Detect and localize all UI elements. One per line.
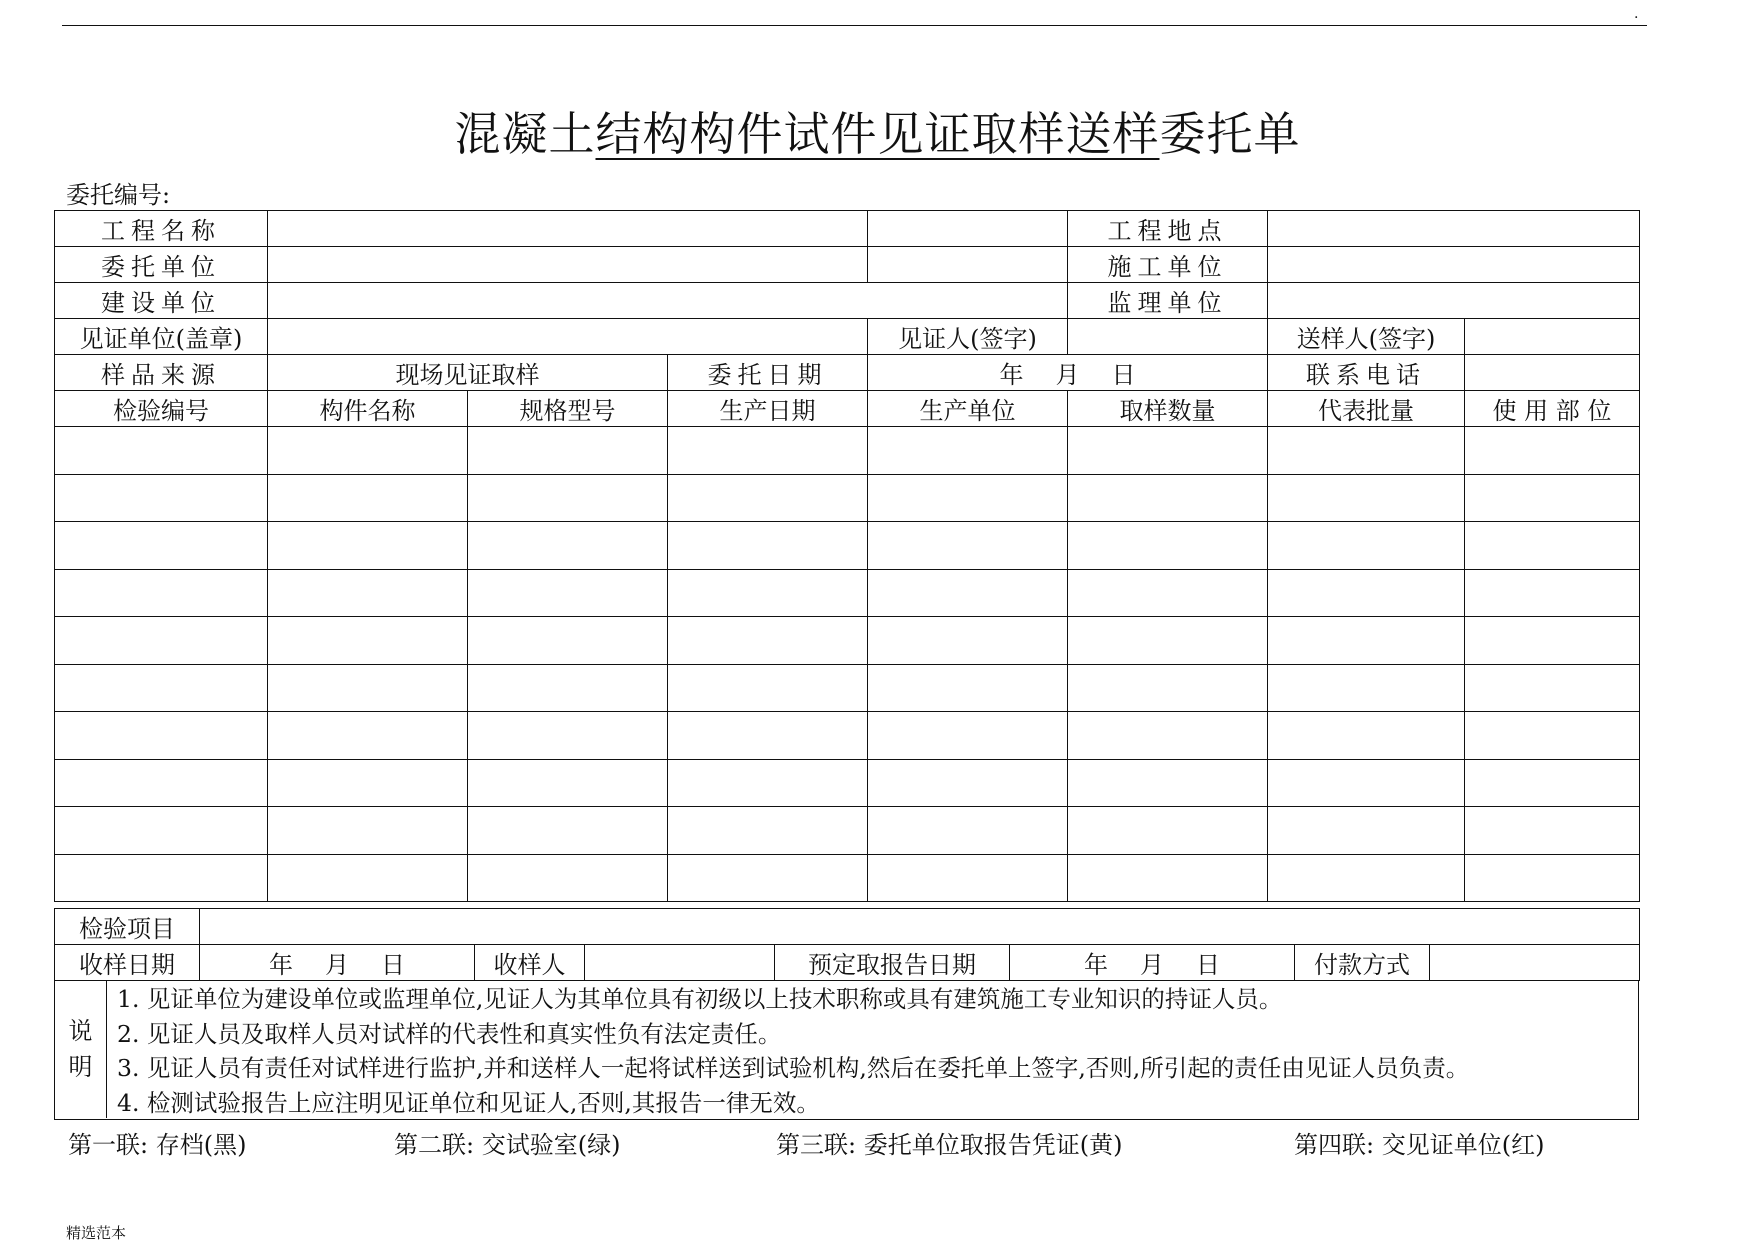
table-cell[interactable] — [868, 522, 1068, 570]
table-row — [55, 617, 1640, 665]
table-cell[interactable] — [1068, 854, 1268, 902]
title-underlined: 结构构件试件见证取样送样 — [595, 107, 1160, 161]
field-construction-unit[interactable] — [1268, 247, 1640, 283]
field-receiver[interactable] — [585, 945, 775, 981]
table-cell[interactable] — [1465, 427, 1640, 475]
table-cell[interactable] — [55, 807, 268, 855]
note-item: 2. 见证人员及取样人员对试样的代表性和真实性负有法定责任。 — [117, 1019, 782, 1048]
table-cell[interactable] — [268, 854, 468, 902]
label-contact-phone: 联系电话 — [1268, 355, 1465, 391]
table-row — [55, 664, 1640, 712]
table-cell[interactable] — [268, 712, 468, 760]
table-cell[interactable] — [1068, 569, 1268, 617]
day-label: 日 — [381, 951, 405, 979]
table-cell[interactable] — [55, 664, 268, 712]
field-project-name-extra[interactable] — [868, 211, 1068, 247]
notes-label-char: 明 — [68, 1053, 93, 1081]
table-cell[interactable] — [1268, 664, 1465, 712]
top-rule — [62, 25, 1647, 26]
field-client-unit[interactable] — [268, 247, 868, 283]
table-cell[interactable] — [868, 854, 1068, 902]
table-cell[interactable] — [468, 617, 668, 665]
note-item: 3. 见证人员有责任对试样进行监护,并和送样人一起将试样送到试验机构,然后在委托单上签字,否则,所引起的责任由见证人员负责。 — [117, 1054, 1470, 1082]
table-cell[interactable] — [1465, 807, 1640, 855]
field-contact-phone[interactable] — [1465, 355, 1640, 391]
table-cell[interactable] — [868, 759, 1068, 807]
table-row — [55, 759, 1640, 807]
month-label: 月 — [1055, 361, 1080, 389]
day-label: 日 — [1111, 361, 1136, 389]
label-sample-source: 样品来源 — [55, 355, 268, 391]
table-cell[interactable] — [55, 427, 268, 475]
table-cell[interactable] — [868, 427, 1068, 475]
table-cell[interactable] — [1068, 807, 1268, 855]
year-label: 年 — [999, 361, 1024, 389]
table-cell[interactable] — [468, 474, 668, 522]
table-row — [55, 474, 1640, 522]
table-row — [55, 427, 1640, 475]
table-cell[interactable] — [868, 807, 1068, 855]
table-cell[interactable] — [1465, 522, 1640, 570]
field-sender[interactable] — [1465, 319, 1640, 355]
table-cell[interactable] — [1465, 617, 1640, 665]
table-cell[interactable] — [55, 854, 268, 902]
field-builder-unit[interactable] — [268, 283, 1068, 319]
month-label: 月 — [1140, 951, 1164, 979]
table-cell[interactable] — [1268, 427, 1465, 475]
col-header-manufacturer: 生产单位 — [868, 391, 1068, 427]
table-cell[interactable] — [468, 569, 668, 617]
label-witness-unit: 见证单位(盖章) — [55, 319, 268, 355]
table-cell[interactable] — [1268, 759, 1465, 807]
table-cell[interactable] — [1465, 474, 1640, 522]
table-cell[interactable] — [1268, 712, 1465, 760]
table-cell[interactable] — [55, 522, 268, 570]
table-cell[interactable] — [1465, 712, 1640, 760]
table-cell[interactable] — [468, 807, 668, 855]
table-cell[interactable] — [668, 712, 868, 760]
table-cell[interactable] — [268, 807, 468, 855]
table-cell[interactable] — [55, 617, 268, 665]
table-cell[interactable] — [1068, 427, 1268, 475]
field-inspection-items[interactable] — [200, 909, 1640, 945]
table-cell[interactable] — [268, 474, 468, 522]
table-cell[interactable] — [668, 807, 868, 855]
table-cell[interactable] — [668, 474, 868, 522]
col-header-inspection-no: 检验编号 — [55, 391, 268, 427]
notes-label — [55, 980, 107, 1118]
table-row — [55, 807, 1640, 855]
table-cell[interactable] — [1465, 759, 1640, 807]
table-cell[interactable] — [468, 427, 668, 475]
table-cell[interactable] — [55, 712, 268, 760]
col-header-spec-model: 规格型号 — [468, 391, 668, 427]
label-inspection-items: 检验项目 — [55, 909, 200, 945]
field-report-date[interactable] — [1010, 945, 1295, 981]
table-cell[interactable] — [1268, 474, 1465, 522]
note-item: 4. 检测试验报告上应注明见证单位和见证人,否则,其报告一律无效。 — [117, 1088, 820, 1117]
copy-3: 第三联: 委托单位取报告凭证(黄) — [776, 1131, 1123, 1159]
table-cell[interactable] — [668, 427, 868, 475]
field-witness-unit[interactable] — [268, 319, 868, 355]
table-cell[interactable] — [668, 854, 868, 902]
table-cell[interactable] — [1268, 569, 1465, 617]
table-row — [55, 854, 1640, 902]
table-cell[interactable] — [1068, 712, 1268, 760]
year-label: 年 — [269, 951, 293, 979]
table-cell[interactable] — [668, 522, 868, 570]
day-label: 日 — [1196, 951, 1220, 979]
table-cell[interactable] — [868, 617, 1068, 665]
entrust-number-label: 委托编号: — [66, 181, 171, 209]
table-cell[interactable] — [468, 664, 668, 712]
table-cell[interactable] — [1268, 807, 1465, 855]
table-cell[interactable] — [268, 522, 468, 570]
label-payment: 付款方式 — [1295, 945, 1430, 981]
table-cell[interactable] — [868, 712, 1068, 760]
table-cell[interactable] — [668, 759, 868, 807]
document-title — [0, 98, 1755, 164]
table-row — [55, 712, 1640, 760]
field-supervision-unit[interactable] — [1268, 283, 1640, 319]
notes-label-char: 说 — [68, 1017, 93, 1045]
table-cell[interactable] — [468, 712, 668, 760]
label-construction-unit: 施工单位 — [1068, 247, 1268, 283]
table-row — [55, 569, 1640, 617]
table-cell[interactable] — [1068, 664, 1268, 712]
table-cell[interactable] — [1268, 617, 1465, 665]
field-client-unit-extra[interactable] — [868, 247, 1068, 283]
copy-2: 第二联: 交试验室(绿) — [394, 1131, 621, 1159]
table-cell[interactable] — [268, 569, 468, 617]
label-project-name: 工程名称 — [55, 211, 268, 247]
table-cell[interactable] — [468, 522, 668, 570]
table-cell[interactable] — [468, 854, 668, 902]
table-cell[interactable] — [1268, 522, 1465, 570]
table-cell[interactable] — [468, 759, 668, 807]
table-cell[interactable] — [1268, 854, 1465, 902]
table-cell[interactable] — [1068, 474, 1268, 522]
copy-1: 第一联: 存档(黑) — [68, 1131, 247, 1159]
label-entrust-date: 委托日期 — [668, 355, 868, 391]
table-row — [55, 522, 1640, 570]
field-project-name[interactable] — [268, 211, 868, 247]
col-header-production-date: 生产日期 — [668, 391, 868, 427]
table-cell[interactable] — [268, 427, 468, 475]
corner-mark: . — [1634, 6, 1639, 22]
table-cell[interactable] — [1068, 522, 1268, 570]
label-builder-unit: 建设单位 — [55, 283, 268, 319]
value-sample-source: 现场见证取样 — [268, 355, 668, 391]
label-receive-date: 收样日期 — [55, 945, 200, 981]
receive-table — [54, 908, 1640, 981]
title-pre: 混凝土 — [454, 107, 596, 161]
label-supervision-unit: 监理单位 — [1068, 283, 1268, 319]
label-witness-person: 见证人(签字) — [868, 319, 1068, 355]
table-cell[interactable] — [268, 617, 468, 665]
table-cell[interactable] — [668, 617, 868, 665]
note-item: 1. 见证单位为建设单位或监理单位,见证人为其单位具有初级以上技术职称或具有建筑施工专业知识的持证人员。 — [117, 985, 1283, 1013]
label-project-location: 工程地点 — [1068, 211, 1268, 247]
table-cell[interactable] — [1465, 569, 1640, 617]
table-cell[interactable] — [268, 664, 468, 712]
table-cell[interactable] — [1465, 664, 1640, 712]
col-header-usage-location: 使 用 部 位 — [1465, 391, 1640, 427]
table-cell[interactable] — [1068, 617, 1268, 665]
table-cell[interactable] — [868, 474, 1068, 522]
table-cell[interactable] — [668, 664, 868, 712]
label-client-unit: 委托单位 — [55, 247, 268, 283]
table-cell[interactable] — [668, 569, 868, 617]
table-cell[interactable] — [55, 759, 268, 807]
table-cell[interactable] — [868, 569, 1068, 617]
field-receive-date[interactable] — [200, 945, 475, 981]
table-cell[interactable] — [268, 759, 468, 807]
footer-tag: 精选范本 — [66, 1224, 127, 1242]
copy-4: 第四联: 交见证单位(红) — [1294, 1131, 1545, 1159]
notes-section — [54, 980, 1639, 1120]
table-cell[interactable] — [55, 569, 268, 617]
label-report-date: 预定取报告日期 — [775, 945, 1010, 981]
label-receiver: 收样人 — [475, 945, 585, 981]
col-header-component-name: 构件名称 — [268, 391, 468, 427]
title-post: 委托单 — [1159, 107, 1301, 161]
field-payment[interactable] — [1430, 945, 1640, 981]
field-entrust-date[interactable] — [868, 355, 1268, 391]
col-header-sample-qty: 取样数量 — [1068, 391, 1268, 427]
table-cell[interactable] — [1068, 759, 1268, 807]
year-label: 年 — [1084, 951, 1108, 979]
col-header-batch: 代表批量 — [1268, 391, 1465, 427]
table-cell[interactable] — [868, 664, 1068, 712]
field-witness-person[interactable] — [1068, 319, 1268, 355]
month-label: 月 — [325, 951, 349, 979]
table-cell[interactable] — [1465, 854, 1640, 902]
form-table — [54, 210, 1640, 902]
notes-list — [117, 982, 1469, 1120]
field-project-location[interactable] — [1268, 211, 1640, 247]
table-cell[interactable] — [55, 474, 268, 522]
label-sender: 送样人(签字) — [1268, 319, 1465, 355]
